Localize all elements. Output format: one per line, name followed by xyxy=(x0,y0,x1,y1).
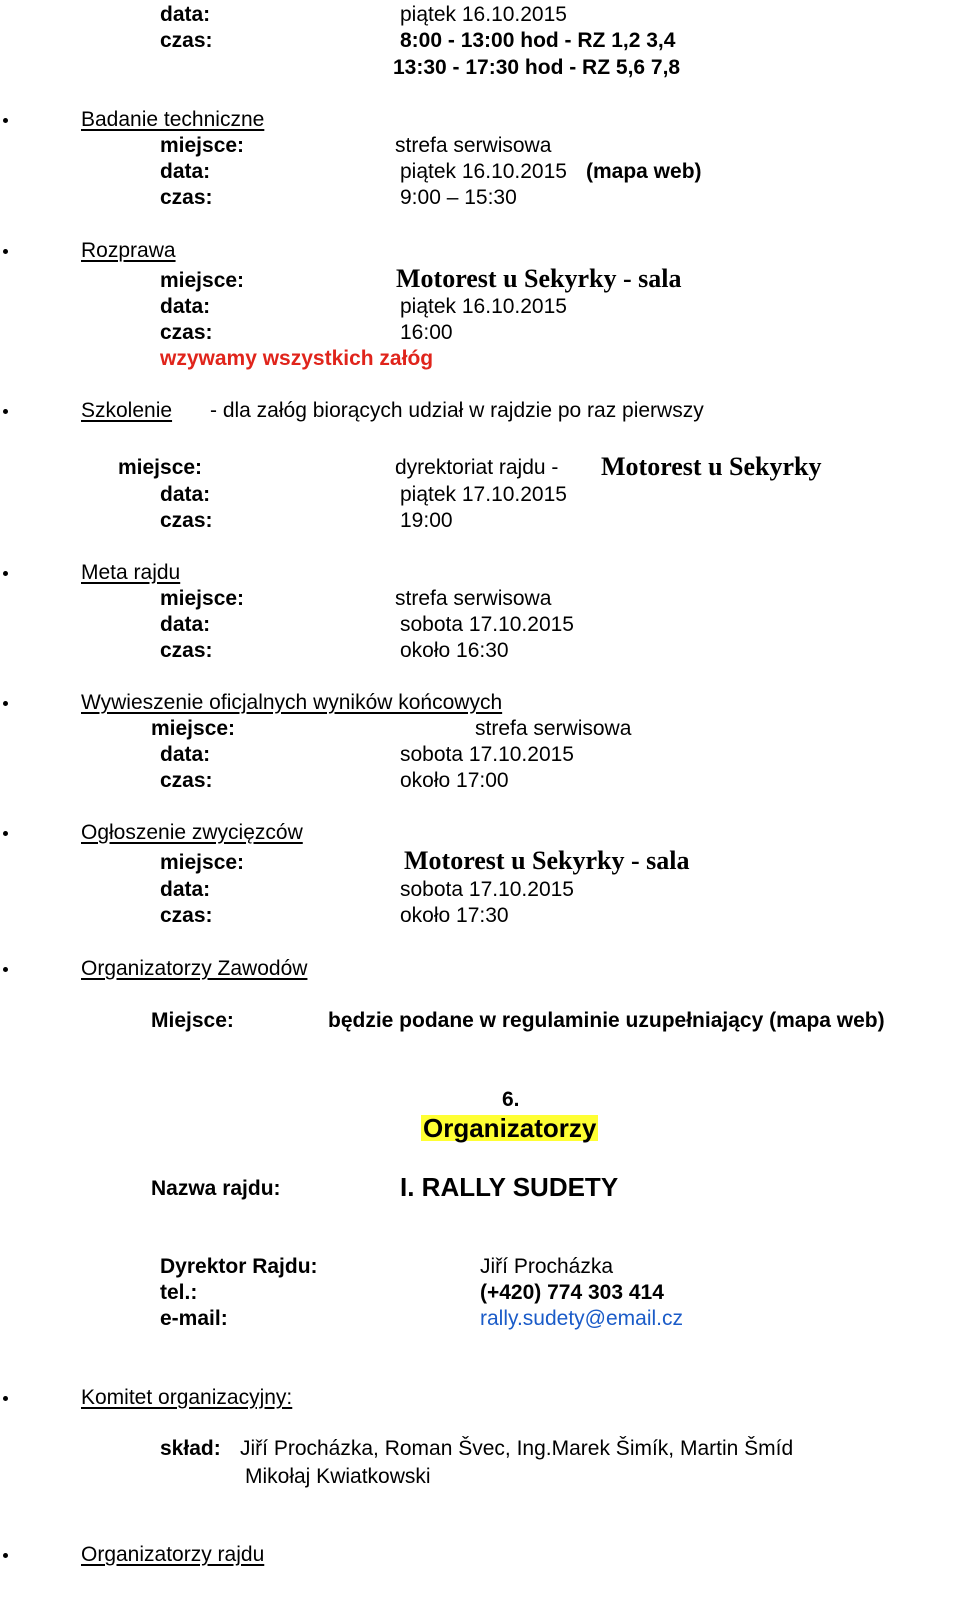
wywieszenie-data-value: sobota 17.10.2015 xyxy=(400,743,574,766)
bullet-icon xyxy=(3,1396,8,1401)
bullet-icon xyxy=(3,701,8,706)
top-czas-label: czas: xyxy=(160,29,213,52)
tel-label: tel.: xyxy=(160,1281,198,1304)
nazwa-rajdu-label: Nazwa rajdu: xyxy=(151,1177,281,1200)
bullet-icon xyxy=(3,409,8,414)
badanie-data-label: data: xyxy=(160,160,211,183)
ogloszenie-data-label: data: xyxy=(160,878,211,901)
rozprawa-miejsce-value: Motorest u Sekyrky - sala xyxy=(396,264,682,293)
ogloszenie-czas-value: około 17:30 xyxy=(400,904,509,927)
bullet-icon xyxy=(3,571,8,576)
szkolenie-miejsce-label: miejsce: xyxy=(118,456,203,479)
komitet-sklad-label: skład: xyxy=(160,1437,221,1460)
komitet-sklad-line1: Jiří Procházka, Roman Švec, Ing.Marek Šimík, Martin Šmíd xyxy=(240,1437,794,1460)
organizatorzy-zawodow-miejsce-value[interactable]: będzie podane w regulaminie uzupełniający (mapa web) xyxy=(328,1009,885,1032)
bullet-icon xyxy=(3,831,8,836)
email-label: e-mail: xyxy=(160,1307,228,1330)
rozprawa-note: wzywamy wszystkich załóg xyxy=(160,347,434,370)
ogloszenie-title: Ogłoszenie zwycięzców xyxy=(81,821,303,844)
ogloszenie-data-value: sobota 17.10.2015 xyxy=(400,878,574,901)
meta-title: Meta rajdu xyxy=(81,561,181,584)
rozprawa-data-value: piątek 16.10.2015 xyxy=(400,295,567,318)
ogloszenie-czas-label: czas: xyxy=(160,904,213,927)
badanie-czas-label: czas: xyxy=(160,186,213,209)
tel-value: (+420) 774 303 414 xyxy=(480,1281,664,1304)
badanie-miejsce-label: miejsce: xyxy=(160,134,245,157)
szkolenie-subtitle: - dla załóg biorących udział w rajdzie po raz pierwszy xyxy=(210,399,704,422)
wywieszenie-czas-label: czas: xyxy=(160,769,213,792)
rozprawa-czas-label: czas: xyxy=(160,321,213,344)
nazwa-rajdu-value: I. RALLY SUDETY xyxy=(400,1172,619,1202)
wywieszenie-miejsce-label: miejsce: xyxy=(151,717,236,740)
wywieszenie-miejsce-value: strefa serwisowa xyxy=(475,717,632,740)
rozprawa-czas-value: 16:00 xyxy=(400,321,453,344)
dyrektor-value: Jiří Procházka xyxy=(480,1255,614,1278)
szkolenie-miejsce-value-b: Motorest u Sekyrky xyxy=(601,452,822,481)
wywieszenie-czas-value: około 17:00 xyxy=(400,769,509,792)
top-data-label: data: xyxy=(160,3,211,26)
meta-miejsce-label: miejsce: xyxy=(160,587,245,610)
organizatorzy-zawodow-miejsce-label: Miejsce: xyxy=(151,1009,234,1032)
badanie-title: Badanie techniczne xyxy=(81,108,265,131)
rozprawa-title: Rozprawa xyxy=(81,239,176,262)
bullet-icon xyxy=(3,1553,8,1558)
top-czas-line2: 13:30 - 17:30 hod - RZ 5,6 7,8 xyxy=(393,56,681,79)
organizatorzy-rajdu-title: Organizatorzy rajdu xyxy=(81,1543,265,1566)
bullet-icon xyxy=(3,967,8,972)
meta-czas-label: czas: xyxy=(160,639,213,662)
section-heading: Organizatorzy xyxy=(423,1113,597,1143)
rozprawa-miejsce-label: miejsce: xyxy=(160,269,245,292)
meta-data-value: sobota 17.10.2015 xyxy=(400,613,574,636)
szkolenie-data-value: piątek 17.10.2015 xyxy=(400,483,567,506)
email-link[interactable]: rally.sudety@email.cz xyxy=(480,1307,683,1330)
dyrektor-label: Dyrektor Rajdu: xyxy=(160,1255,318,1278)
meta-miejsce-value: strefa serwisowa xyxy=(395,587,552,610)
bullet-icon xyxy=(3,249,8,254)
meta-czas-value: około 16:30 xyxy=(400,639,509,662)
top-data-value: piątek 16.10.2015 xyxy=(400,3,567,26)
ogloszenie-miejsce-label: miejsce: xyxy=(160,851,245,874)
organizatorzy-zawodow-title: Organizatorzy Zawodów xyxy=(81,957,308,980)
badanie-miejsce-value: strefa serwisowa xyxy=(395,134,552,157)
meta-data-label: data: xyxy=(160,613,211,636)
rozprawa-data-label: data: xyxy=(160,295,211,318)
ogloszenie-miejsce-value: Motorest u Sekyrky - sala xyxy=(404,846,690,875)
wywieszenie-title: Wywieszenie oficjalnych wyników końcowych xyxy=(81,691,503,714)
bullet-icon xyxy=(3,118,8,123)
komitet-title: Komitet organizacyjny: xyxy=(81,1386,293,1409)
szkolenie-czas-value: 19:00 xyxy=(400,509,453,532)
komitet-sklad-line2: Mikołaj Kwiatkowski xyxy=(245,1465,431,1488)
szkolenie-data-label: data: xyxy=(160,483,211,506)
top-czas-line1: 8:00 - 13:00 hod - RZ 1,2 3,4 xyxy=(400,29,676,52)
badanie-data-value: piątek 16.10.2015 xyxy=(400,160,567,183)
badanie-map-link[interactable]: (mapa web) xyxy=(586,160,702,183)
section-number: 6. xyxy=(502,1088,520,1111)
szkolenie-miejsce-value-a: dyrektoriat rajdu - xyxy=(395,456,559,479)
szkolenie-title: Szkolenie xyxy=(81,399,173,422)
badanie-czas-value: 9:00 – 15:30 xyxy=(400,186,517,209)
wywieszenie-data-label: data: xyxy=(160,743,211,766)
szkolenie-czas-label: czas: xyxy=(160,509,213,532)
